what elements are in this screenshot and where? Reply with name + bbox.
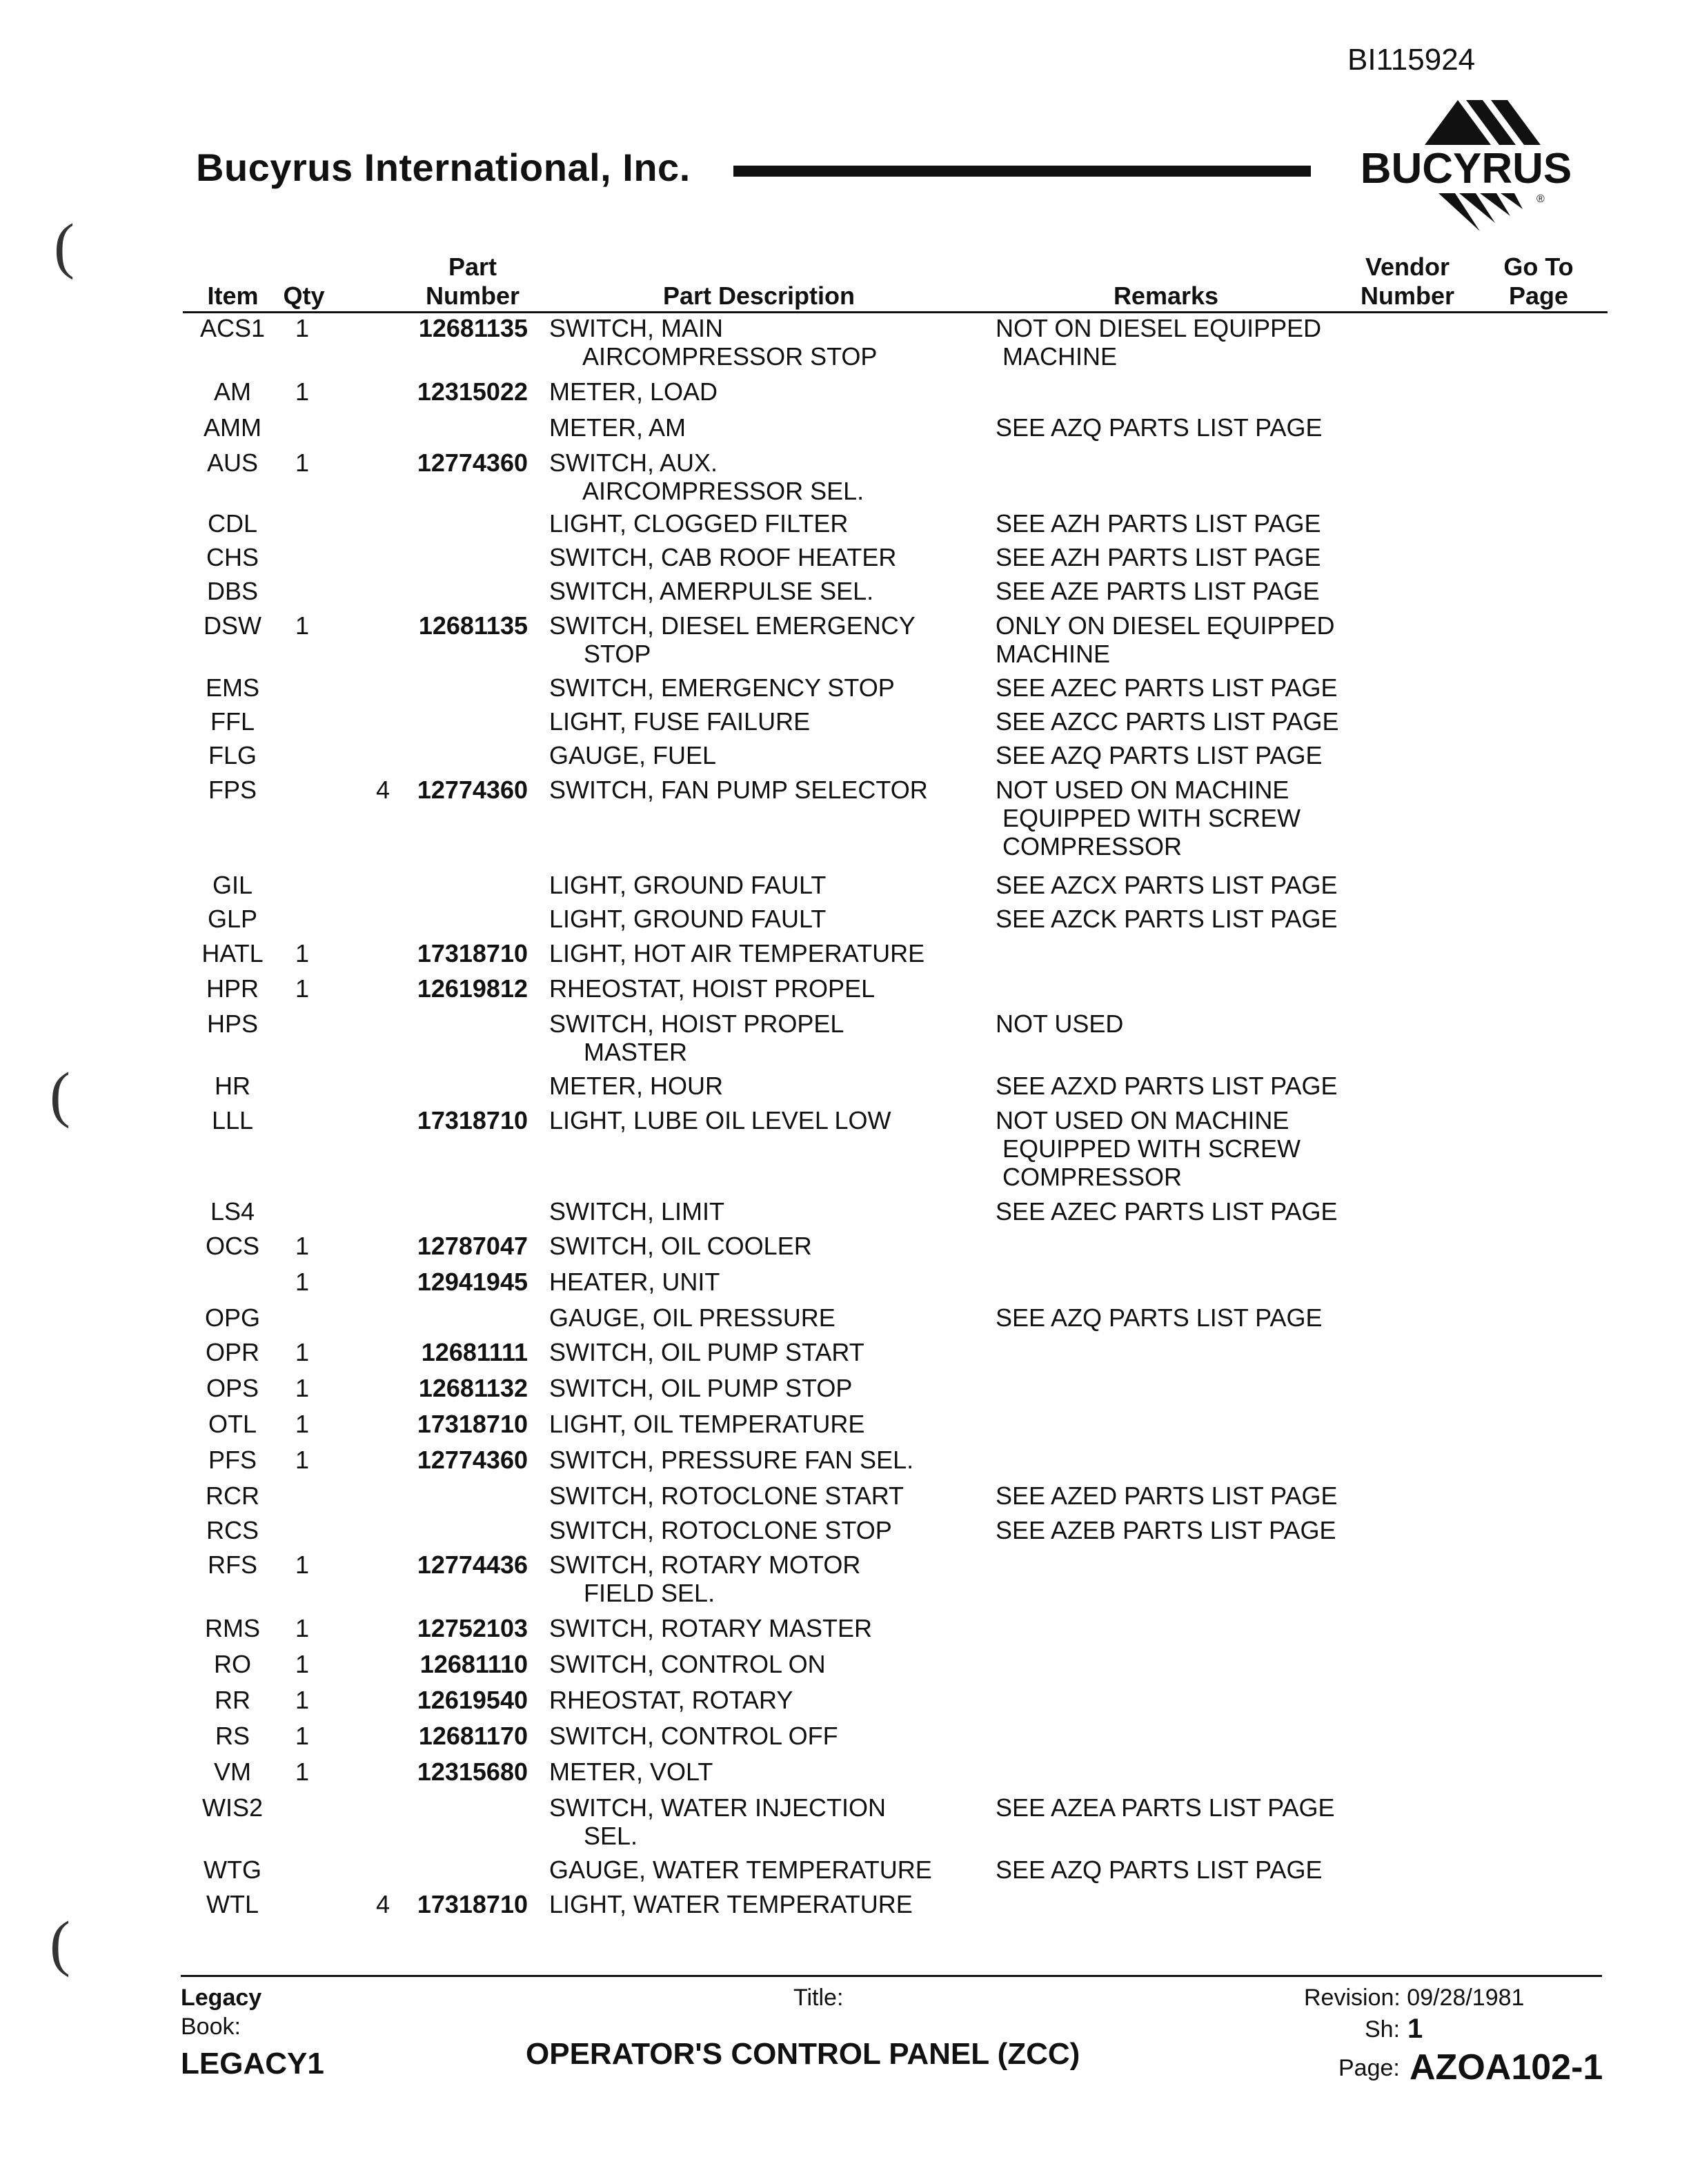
part-description: RHEOSTAT, HOIST PROPEL bbox=[549, 974, 876, 1003]
part-description: SWITCH, EMERGENCY STOP bbox=[549, 673, 895, 702]
col-header-part-1: Part bbox=[448, 253, 497, 281]
item-code: RFS bbox=[208, 1551, 257, 1579]
col-header-item: Item bbox=[207, 282, 259, 310]
part-description: LIGHT, CLOGGED FILTER bbox=[549, 509, 849, 538]
part-description: SWITCH, AUX. AIRCOMPRESSOR SEL. bbox=[549, 449, 864, 505]
part-description: LIGHT, HOT AIR TEMPERATURE bbox=[549, 939, 925, 967]
part-number: 17318710 bbox=[417, 1106, 528, 1134]
item-code: WTG bbox=[204, 1856, 261, 1884]
item-code: RCR bbox=[206, 1482, 259, 1510]
part-description: SWITCH, CONTROL ON bbox=[549, 1650, 826, 1678]
remarks: NOT USED bbox=[996, 1010, 1124, 1038]
part-description: GAUGE, FUEL bbox=[549, 741, 717, 769]
col-header-part-2: Number bbox=[425, 282, 520, 310]
punch-hole-mark: ( bbox=[50, 1061, 70, 1129]
part-description: SWITCH, CAB ROOF HEATER bbox=[549, 543, 897, 571]
part-description: SWITCH, MAIN AIRCOMPRESSOR STOP bbox=[549, 314, 878, 371]
part-description: METER, VOLT bbox=[549, 1758, 713, 1786]
part-description: SWITCH, CONTROL OFF bbox=[549, 1722, 838, 1750]
item-code: RS bbox=[215, 1722, 250, 1750]
remarks: NOT USED ON MACHINE EQUIPPED WITH SCREW COMPRESSOR bbox=[996, 1106, 1301, 1191]
qty: 1 bbox=[295, 939, 310, 967]
qty: 1 bbox=[295, 1268, 310, 1296]
qty: 1 bbox=[295, 974, 310, 1003]
item-code: FPS bbox=[208, 776, 257, 804]
part-description: SWITCH, OIL PUMP START bbox=[549, 1338, 864, 1366]
part-description: SWITCH, ROTARY MASTER bbox=[549, 1614, 873, 1642]
part-description: LIGHT, LUBE OIL LEVEL LOW bbox=[549, 1106, 891, 1134]
part-description: LIGHT, GROUND FAULT bbox=[549, 905, 827, 933]
qty: 1 bbox=[295, 1410, 310, 1438]
item-code: HPS bbox=[206, 1010, 259, 1038]
item-code: DBS bbox=[206, 577, 259, 605]
part-number: 12752103 bbox=[417, 1614, 528, 1642]
item-code: HR bbox=[215, 1072, 250, 1100]
remarks: SEE AZEC PARTS LIST PAGE bbox=[996, 1197, 1338, 1226]
part-description: SWITCH, ROTOCLONE STOP bbox=[549, 1516, 892, 1544]
part-description: SWITCH, FAN PUMP SELECTOR bbox=[549, 776, 928, 804]
qty: 1 bbox=[295, 314, 310, 342]
part-description: SWITCH, LIMIT bbox=[549, 1197, 724, 1226]
part-number: 12787047 bbox=[417, 1232, 528, 1260]
part-number: 12681135 bbox=[418, 314, 528, 342]
part-description: LIGHT, FUSE FAILURE bbox=[549, 707, 811, 736]
part-description: GAUGE, OIL PRESSURE bbox=[549, 1303, 835, 1332]
qty: 1 bbox=[295, 1650, 310, 1678]
part-description: SWITCH, OIL COOLER bbox=[549, 1232, 812, 1260]
col-header-qty: Qty bbox=[283, 282, 325, 310]
part-number: 17318710 bbox=[417, 939, 528, 967]
qty: 1 bbox=[295, 377, 310, 406]
item-code: HPR bbox=[206, 974, 259, 1003]
part-description: SWITCH, DIESEL EMERGENCY STOP bbox=[549, 611, 916, 668]
part-number: 12315022 bbox=[417, 377, 528, 406]
item-code: AUS bbox=[206, 449, 259, 477]
remarks: SEE AZH PARTS LIST PAGE bbox=[996, 509, 1321, 538]
item-code: LLL bbox=[211, 1106, 254, 1134]
part-number: 12681110 bbox=[419, 1650, 528, 1678]
item-code: OCS bbox=[205, 1232, 259, 1260]
part-description: SWITCH, PRESSURE FAN SEL. bbox=[549, 1446, 914, 1474]
bucyrus-logo bbox=[1335, 93, 1597, 259]
remarks: SEE AZQ PARTS LIST PAGE bbox=[996, 1303, 1323, 1332]
item-code: OPR bbox=[205, 1338, 259, 1366]
item-code: AMM bbox=[204, 413, 261, 442]
item-code: OTL bbox=[208, 1410, 257, 1438]
remarks: NOT ON DIESEL EQUIPPED MACHINE bbox=[996, 314, 1322, 371]
col-header-vendor-2: Number bbox=[1360, 282, 1455, 310]
remarks: SEE AZEA PARTS LIST PAGE bbox=[996, 1793, 1335, 1822]
title-label: Title: bbox=[793, 1985, 844, 2011]
part-number: 12681170 bbox=[418, 1722, 528, 1750]
remarks: SEE AZQ PARTS LIST PAGE bbox=[996, 413, 1323, 442]
part-number: 12681135 bbox=[418, 611, 528, 640]
remarks: SEE AZCK PARTS LIST PAGE bbox=[996, 905, 1338, 933]
part-description: LIGHT, WATER TEMPERATURE bbox=[549, 1890, 913, 1918]
remarks: SEE AZED PARTS LIST PAGE bbox=[996, 1482, 1338, 1510]
document-title: OPERATOR'S CONTROL PANEL (ZCC) bbox=[526, 2037, 1080, 2071]
punch-hole-mark: ( bbox=[54, 212, 75, 280]
qty: 1 bbox=[295, 449, 310, 477]
qty: 1 bbox=[295, 1232, 310, 1260]
part-number: 12941945 bbox=[417, 1268, 528, 1296]
item-code: RMS bbox=[205, 1614, 260, 1642]
item-code: WTL bbox=[206, 1890, 259, 1918]
part-number: 12681132 bbox=[418, 1374, 528, 1402]
remarks: SEE AZCX PARTS LIST PAGE bbox=[996, 871, 1338, 899]
part-description: LIGHT, GROUND FAULT bbox=[549, 871, 827, 899]
footer-rule bbox=[181, 1975, 1602, 1977]
col-header-vendor-1: Vendor bbox=[1365, 253, 1450, 281]
remarks: SEE AZEB PARTS LIST PAGE bbox=[996, 1516, 1336, 1544]
item-code: AM bbox=[214, 377, 251, 406]
qty: 1 bbox=[295, 1614, 310, 1642]
book-label: Book: bbox=[181, 2014, 241, 2040]
col-header-goto-1: Go To bbox=[1503, 253, 1574, 281]
part-description: HEATER, UNIT bbox=[549, 1268, 720, 1296]
remarks: SEE AZH PARTS LIST PAGE bbox=[996, 543, 1321, 571]
item-code: CDL bbox=[207, 509, 258, 538]
legacy-label: Legacy bbox=[181, 1985, 262, 2011]
sheet-value: 1 bbox=[1407, 2014, 1423, 2044]
item-code: PFS bbox=[208, 1446, 257, 1474]
punch-hole-mark: ( bbox=[50, 1909, 70, 1978]
svg-text:®: ® bbox=[1536, 193, 1545, 205]
part-description: SWITCH, ROTARY MOTOR FIELD SEL. bbox=[549, 1551, 861, 1607]
part-number: 12774436 bbox=[417, 1551, 528, 1579]
col-header-remarks: Remarks bbox=[1113, 282, 1219, 310]
part-description: METER, AM bbox=[549, 413, 686, 442]
qty: 1 bbox=[295, 1722, 310, 1750]
page-number: AZOA102-1 bbox=[1410, 2047, 1603, 2087]
part-number: 12774360 bbox=[417, 776, 528, 804]
logo-wordmark: BUCYRUS bbox=[1360, 145, 1572, 193]
item-code: LS4 bbox=[210, 1197, 255, 1226]
part-number: 12774360 bbox=[417, 1446, 528, 1474]
part-description: RHEOSTAT, ROTARY bbox=[549, 1686, 793, 1714]
part-description: SWITCH, AMERPULSE SEL. bbox=[549, 577, 874, 605]
remarks: SEE AZXD PARTS LIST PAGE bbox=[996, 1072, 1338, 1100]
qty: 1 bbox=[295, 1374, 310, 1402]
revision: Revision: 09/28/1981 bbox=[1304, 1985, 1525, 2011]
part-description: SWITCH, ROTOCLONE START bbox=[549, 1482, 904, 1510]
item-code: OPS bbox=[206, 1374, 259, 1402]
part-description: GAUGE, WATER TEMPERATURE bbox=[549, 1856, 932, 1884]
item-code: FFL bbox=[210, 707, 255, 736]
qty: 1 bbox=[295, 1686, 310, 1714]
part-description: SWITCH, WATER INJECTION SEL. bbox=[549, 1793, 886, 1850]
item-code: OPG bbox=[204, 1303, 260, 1332]
sheet-label: Sh: bbox=[1365, 2016, 1401, 2043]
item-code: WIS2 bbox=[201, 1793, 263, 1822]
remarks: ONLY ON DIESEL EQUIPPED MACHINE bbox=[996, 611, 1335, 668]
remarks: SEE AZEC PARTS LIST PAGE bbox=[996, 673, 1338, 702]
part-number: 12619812 bbox=[417, 974, 528, 1003]
part-number: 17318710 bbox=[417, 1410, 528, 1438]
part-description: SWITCH, HOIST PROPEL MASTER bbox=[549, 1010, 844, 1066]
remarks: SEE AZQ PARTS LIST PAGE bbox=[996, 741, 1323, 769]
part-number: 12619540 bbox=[417, 1686, 528, 1714]
item-code: HATL bbox=[201, 939, 264, 967]
remarks: SEE AZQ PARTS LIST PAGE bbox=[996, 1856, 1323, 1884]
part-number: 17318710 bbox=[417, 1890, 528, 1918]
item-code: ACS1 bbox=[199, 314, 266, 342]
col-header-description: Part Description bbox=[662, 282, 856, 310]
part-description: METER, LOAD bbox=[549, 377, 718, 406]
header-rule bbox=[733, 166, 1311, 177]
qty: 1 bbox=[295, 1446, 310, 1474]
qty: 1 bbox=[295, 611, 310, 640]
qty: 1 bbox=[295, 1758, 310, 1786]
qty: 4 bbox=[375, 776, 390, 804]
remarks: SEE AZE PARTS LIST PAGE bbox=[996, 577, 1320, 605]
table-header-rule bbox=[183, 311, 1608, 313]
part-description: METER, HOUR bbox=[549, 1072, 723, 1100]
part-number: 12774360 bbox=[417, 449, 528, 477]
part-description: LIGHT, OIL TEMPERATURE bbox=[549, 1410, 865, 1438]
remarks: SEE AZCC PARTS LIST PAGE bbox=[996, 707, 1339, 736]
document-id: BI115924 bbox=[1347, 43, 1476, 77]
item-code: RCS bbox=[206, 1516, 259, 1544]
item-code: GIL bbox=[212, 871, 253, 899]
item-code: FLG bbox=[208, 741, 257, 769]
col-header-goto-2: Page bbox=[1508, 282, 1569, 310]
remarks: NOT USED ON MACHINE EQUIPPED WITH SCREW COMPRESSOR bbox=[996, 776, 1301, 860]
qty: 4 bbox=[375, 1890, 390, 1918]
qty: 1 bbox=[295, 1338, 310, 1366]
item-code: VM bbox=[214, 1758, 251, 1786]
item-code: DSW bbox=[204, 611, 261, 640]
item-code: RO bbox=[214, 1650, 251, 1678]
qty: 1 bbox=[295, 1551, 310, 1579]
item-code: GLP bbox=[207, 905, 258, 933]
item-code: RR bbox=[215, 1686, 250, 1714]
part-number: 12681111 bbox=[421, 1338, 528, 1366]
item-code: CHS bbox=[206, 543, 259, 571]
page-label: Page: bbox=[1338, 2055, 1400, 2081]
company-name: Bucyrus International, Inc. bbox=[196, 146, 691, 189]
book-value: LEGACY1 bbox=[181, 2047, 324, 2080]
part-description: SWITCH, OIL PUMP STOP bbox=[549, 1374, 853, 1402]
item-code: EMS bbox=[205, 673, 259, 702]
part-number: 12315680 bbox=[417, 1758, 528, 1786]
